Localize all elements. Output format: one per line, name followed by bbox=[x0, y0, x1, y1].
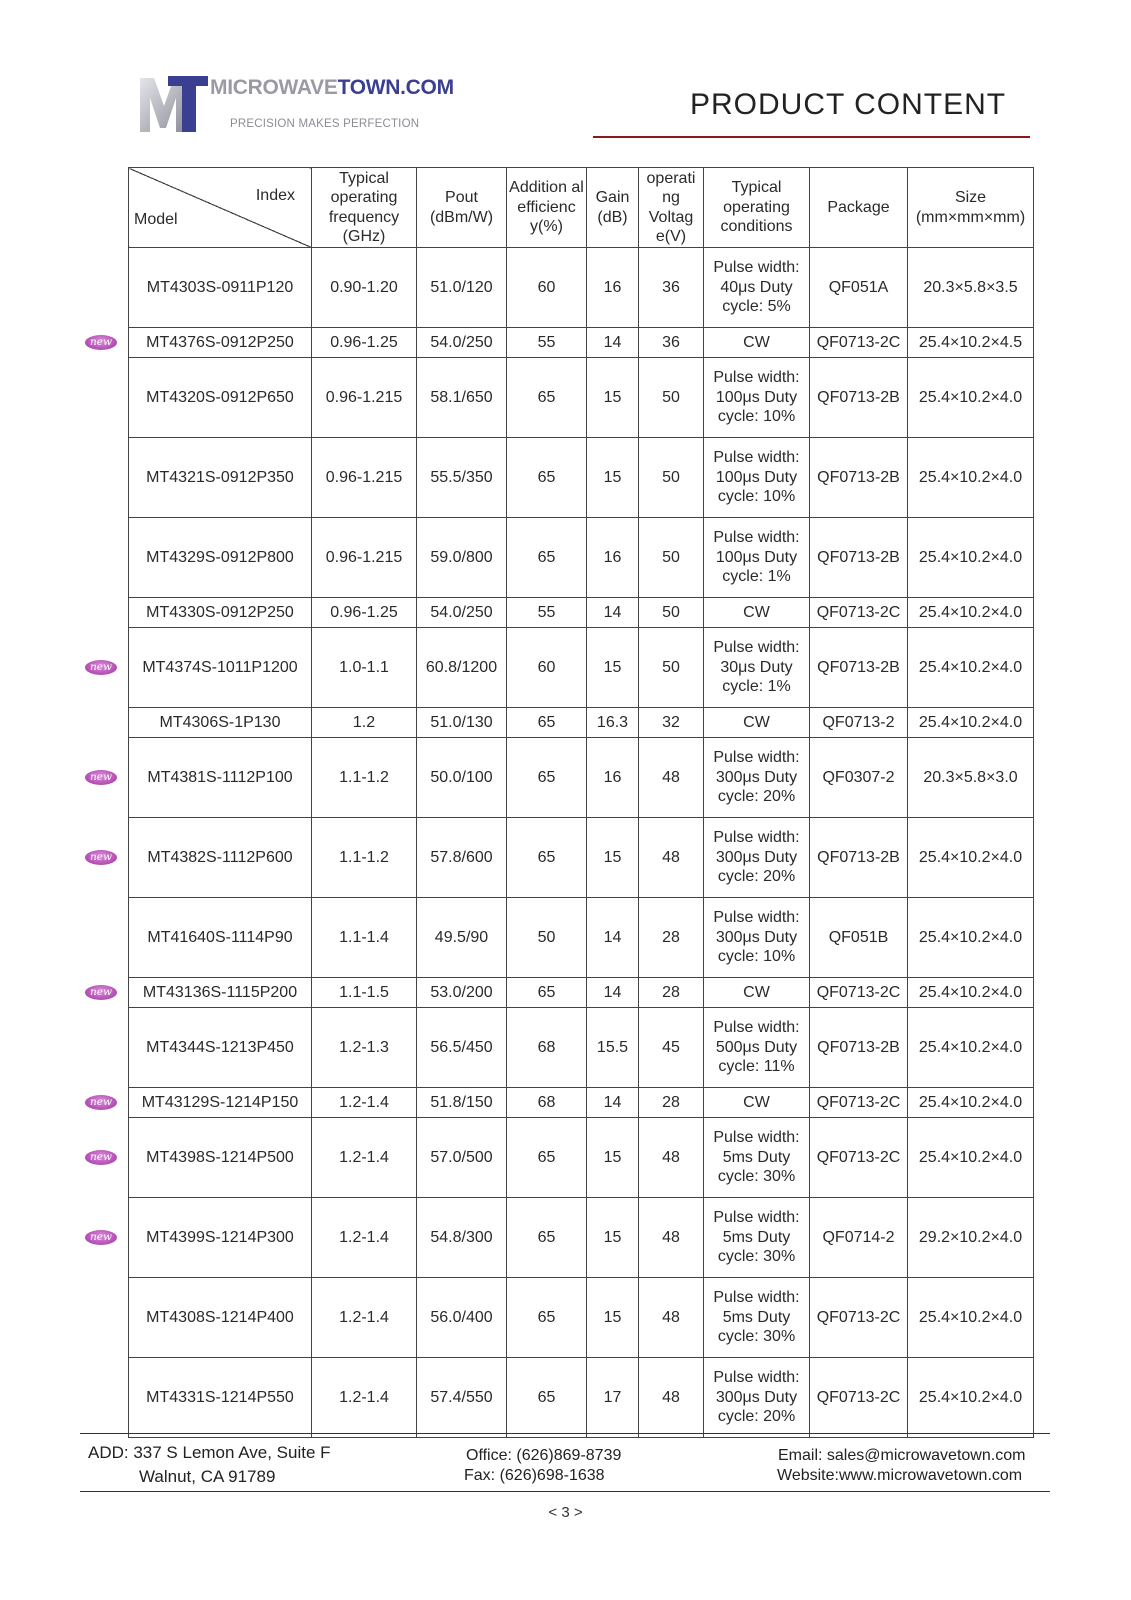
package-cell: QF0713-2C bbox=[810, 1278, 908, 1358]
efficiency-cell: 55 bbox=[507, 598, 587, 628]
logo-wordmark: MICROWAVETOWN.COM bbox=[210, 76, 454, 99]
logo-tagline: PRECISION MAKES PERFECTION bbox=[230, 118, 420, 130]
conditions-cell: Pulse width: 100μs Duty cycle: 10% bbox=[704, 438, 810, 518]
table-row bbox=[129, 898, 1034, 978]
voltage-cell: 48 bbox=[639, 818, 704, 898]
size-cell: 25.4×10.2×4.0 bbox=[908, 708, 1034, 738]
pout-cell: 58.1/650 bbox=[417, 358, 507, 438]
frequency-cell: 1.2-1.4 bbox=[312, 1118, 417, 1198]
size-cell: 25.4×10.2×4.0 bbox=[908, 1278, 1034, 1358]
header-frequency: Typical operating frequency (GHz) bbox=[312, 168, 417, 248]
conditions-cell: Pulse width: 100μs Duty cycle: 10% bbox=[704, 358, 810, 438]
size-cell: 25.4×10.2×4.0 bbox=[908, 1088, 1034, 1118]
gain-cell: 15 bbox=[587, 358, 639, 438]
model-cell: MT41640S-1114P90 bbox=[129, 898, 312, 978]
frequency-cell: 1.1-1.5 bbox=[312, 978, 417, 1008]
package-cell: QF0713-2B bbox=[810, 438, 908, 518]
table-row bbox=[129, 248, 1034, 328]
table-row bbox=[129, 1358, 1034, 1438]
voltage-cell: 50 bbox=[639, 358, 704, 438]
package-cell: QF0713-2 bbox=[810, 708, 908, 738]
conditions-cell: Pulse width: 500μs Duty cycle: 11% bbox=[704, 1008, 810, 1088]
gain-cell: 15 bbox=[587, 438, 639, 518]
model-cell: MT4344S-1213P450 bbox=[129, 1008, 312, 1088]
package-cell: QF0713-2B bbox=[810, 628, 908, 708]
package-cell: QF0713-2C bbox=[810, 1118, 908, 1198]
pout-cell: 55.5/350 bbox=[417, 438, 507, 518]
voltage-cell: 50 bbox=[639, 628, 704, 708]
efficiency-cell: 68 bbox=[507, 1008, 587, 1088]
package-cell: QF0713-2C bbox=[810, 598, 908, 628]
model-cell: MT4399S-1214P300 bbox=[129, 1198, 312, 1278]
size-cell: 20.3×5.8×3.0 bbox=[908, 738, 1034, 818]
gain-cell: 15 bbox=[587, 1278, 639, 1358]
package-cell: QF0713-2B bbox=[810, 818, 908, 898]
table-row bbox=[129, 1008, 1034, 1088]
package-cell: QF051A bbox=[810, 248, 908, 328]
voltage-cell: 36 bbox=[639, 248, 704, 328]
page-number: < 3 > bbox=[548, 1504, 583, 1521]
pout-cell: 57.4/550 bbox=[417, 1358, 507, 1438]
gain-cell: 15.5 bbox=[587, 1008, 639, 1088]
footer-email[interactable]: Email: sales@microwavetown.com bbox=[778, 1447, 1026, 1464]
model-cell: MT4329S-0912P800 bbox=[129, 518, 312, 598]
frequency-cell: 1.1-1.2 bbox=[312, 818, 417, 898]
frequency-cell: 1.2-1.4 bbox=[312, 1278, 417, 1358]
model-cell: MT43129S-1214P150 bbox=[129, 1088, 312, 1118]
gain-cell: 14 bbox=[587, 898, 639, 978]
model-cell: MT4320S-0912P650 bbox=[129, 358, 312, 438]
page-title: PRODUCT CONTENT bbox=[690, 88, 1007, 121]
table-header-row bbox=[129, 168, 1034, 248]
gain-cell: 14 bbox=[587, 328, 639, 358]
efficiency-cell: 65 bbox=[507, 1278, 587, 1358]
size-cell: 25.4×10.2×4.0 bbox=[908, 1008, 1034, 1088]
header-gain: Gain (dB) bbox=[587, 168, 639, 248]
conditions-cell: CW bbox=[704, 598, 810, 628]
frequency-cell: 1.0-1.1 bbox=[312, 628, 417, 708]
pout-cell: 49.5/90 bbox=[417, 898, 507, 978]
header-size: Size (mm×mm×mm) bbox=[908, 168, 1034, 248]
efficiency-cell: 65 bbox=[507, 738, 587, 818]
conditions-cell: Pulse width: 300μs Duty cycle: 10% bbox=[704, 898, 810, 978]
header-model-label: Model bbox=[134, 210, 178, 228]
gain-cell: 17 bbox=[587, 1358, 639, 1438]
voltage-cell: 50 bbox=[639, 518, 704, 598]
footer-address-line1: ADD: 337 S Lemon Ave, Suite F bbox=[88, 1443, 331, 1462]
efficiency-cell: 55 bbox=[507, 328, 587, 358]
voltage-cell: 32 bbox=[639, 708, 704, 738]
gain-cell: 15 bbox=[587, 1118, 639, 1198]
table-row bbox=[129, 1088, 1034, 1118]
footer-address-line2: Walnut, CA 91789 bbox=[139, 1467, 276, 1486]
gain-cell: 16 bbox=[587, 248, 639, 328]
package-cell: QF0713-2C bbox=[810, 1088, 908, 1118]
table-row bbox=[129, 818, 1034, 898]
gain-cell: 14 bbox=[587, 598, 639, 628]
gain-cell: 15 bbox=[587, 628, 639, 708]
header-pout: Pout (dBm/W) bbox=[417, 168, 507, 248]
frequency-cell: 0.96-1.215 bbox=[312, 358, 417, 438]
frequency-cell: 0.90-1.20 bbox=[312, 248, 417, 328]
footer-bottom-rule bbox=[80, 1491, 1050, 1492]
new-badge: new bbox=[85, 1095, 117, 1110]
frequency-cell: 1.1-1.4 bbox=[312, 898, 417, 978]
header-package: Package bbox=[810, 168, 908, 248]
efficiency-cell: 65 bbox=[507, 518, 587, 598]
size-cell: 20.3×5.8×3.5 bbox=[908, 248, 1034, 328]
model-cell: MT4303S-0911P120 bbox=[129, 248, 312, 328]
size-cell: 25.4×10.2×4.0 bbox=[908, 1118, 1034, 1198]
table-row bbox=[129, 328, 1034, 358]
voltage-cell: 28 bbox=[639, 1088, 704, 1118]
size-cell: 25.4×10.2×4.0 bbox=[908, 358, 1034, 438]
table-row bbox=[129, 978, 1034, 1008]
pout-cell: 60.8/1200 bbox=[417, 628, 507, 708]
size-cell: 25.4×10.2×4.5 bbox=[908, 328, 1034, 358]
voltage-cell: 50 bbox=[639, 438, 704, 518]
frequency-cell: 1.1-1.2 bbox=[312, 738, 417, 818]
voltage-cell: 48 bbox=[639, 1358, 704, 1438]
new-badge: new bbox=[85, 770, 117, 785]
model-cell: MT4321S-0912P350 bbox=[129, 438, 312, 518]
conditions-cell: Pulse width: 300μs Duty cycle: 20% bbox=[704, 818, 810, 898]
voltage-cell: 48 bbox=[639, 1198, 704, 1278]
voltage-cell: 50 bbox=[639, 598, 704, 628]
new-badge: new bbox=[85, 335, 117, 350]
size-cell: 25.4×10.2×4.0 bbox=[908, 818, 1034, 898]
model-cell: MT4381S-1112P100 bbox=[129, 738, 312, 818]
gain-cell: 16.3 bbox=[587, 708, 639, 738]
header-efficiency: Addition al efficienc y(%) bbox=[507, 168, 587, 248]
conditions-cell: Pulse width: 5ms Duty cycle: 30% bbox=[704, 1118, 810, 1198]
gain-cell: 14 bbox=[587, 978, 639, 1008]
package-cell: QF051B bbox=[810, 898, 908, 978]
pout-cell: 57.8/600 bbox=[417, 818, 507, 898]
conditions-cell: Pulse width: 40μs Duty cycle: 5% bbox=[704, 248, 810, 328]
conditions-cell: Pulse width: 30μs Duty cycle: 1% bbox=[704, 628, 810, 708]
pout-cell: 56.5/450 bbox=[417, 1008, 507, 1088]
size-cell: 25.4×10.2×4.0 bbox=[908, 598, 1034, 628]
size-cell: 25.4×10.2×4.0 bbox=[908, 978, 1034, 1008]
frequency-cell: 0.96-1.215 bbox=[312, 438, 417, 518]
title-underline bbox=[593, 136, 1030, 138]
model-cell: MT4398S-1214P500 bbox=[129, 1118, 312, 1198]
pout-cell: 54.8/300 bbox=[417, 1198, 507, 1278]
header-voltage: operati ng Voltag e(V) bbox=[639, 168, 704, 248]
voltage-cell: 45 bbox=[639, 1008, 704, 1088]
conditions-cell: CW bbox=[704, 978, 810, 1008]
efficiency-cell: 65 bbox=[507, 818, 587, 898]
efficiency-cell: 65 bbox=[507, 358, 587, 438]
voltage-cell: 36 bbox=[639, 328, 704, 358]
gain-cell: 15 bbox=[587, 818, 639, 898]
voltage-cell: 48 bbox=[639, 1118, 704, 1198]
conditions-cell: Pulse width: 5ms Duty cycle: 30% bbox=[704, 1198, 810, 1278]
package-cell: QF0713-2B bbox=[810, 358, 908, 438]
pout-cell: 54.0/250 bbox=[417, 598, 507, 628]
new-badge: new bbox=[85, 660, 117, 675]
new-badge: new bbox=[85, 985, 117, 1000]
efficiency-cell: 60 bbox=[507, 628, 587, 708]
table-row bbox=[129, 1198, 1034, 1278]
frequency-cell: 1.2-1.4 bbox=[312, 1088, 417, 1118]
model-cell: MT4330S-0912P250 bbox=[129, 598, 312, 628]
efficiency-cell: 65 bbox=[507, 1358, 587, 1438]
gain-cell: 16 bbox=[587, 518, 639, 598]
pout-cell: 54.0/250 bbox=[417, 328, 507, 358]
model-cell: MT4374S-1011P1200 bbox=[129, 628, 312, 708]
pout-cell: 51.0/130 bbox=[417, 708, 507, 738]
conditions-cell: CW bbox=[704, 1088, 810, 1118]
conditions-cell: Pulse width: 5ms Duty cycle: 30% bbox=[704, 1278, 810, 1358]
voltage-cell: 48 bbox=[639, 738, 704, 818]
model-cell: MT4376S-0912P250 bbox=[129, 328, 312, 358]
conditions-cell: CW bbox=[704, 708, 810, 738]
table-row bbox=[129, 628, 1034, 708]
voltage-cell: 28 bbox=[639, 898, 704, 978]
voltage-cell: 48 bbox=[639, 1278, 704, 1358]
frequency-cell: 1.2-1.3 bbox=[312, 1008, 417, 1088]
frequency-cell: 0.96-1.215 bbox=[312, 518, 417, 598]
conditions-cell: Pulse width: 100μs Duty cycle: 1% bbox=[704, 518, 810, 598]
table-row bbox=[129, 518, 1034, 598]
frequency-cell: 1.2-1.4 bbox=[312, 1358, 417, 1438]
efficiency-cell: 50 bbox=[507, 898, 587, 978]
model-cell: MT43136S-1115P200 bbox=[129, 978, 312, 1008]
frequency-cell: 1.2-1.4 bbox=[312, 1198, 417, 1278]
pout-cell: 57.0/500 bbox=[417, 1118, 507, 1198]
footer-top-rule bbox=[80, 1433, 1050, 1434]
new-badge: new bbox=[85, 1230, 117, 1245]
company-logo bbox=[138, 72, 454, 138]
efficiency-cell: 65 bbox=[507, 1198, 587, 1278]
table-row bbox=[129, 358, 1034, 438]
package-cell: QF0713-2C bbox=[810, 328, 908, 358]
pout-cell: 51.0/120 bbox=[417, 248, 507, 328]
new-badge: new bbox=[85, 1150, 117, 1165]
size-cell: 25.4×10.2×4.0 bbox=[908, 1358, 1034, 1438]
product-table bbox=[128, 167, 1034, 1438]
conditions-cell: Pulse width: 300μs Duty cycle: 20% bbox=[704, 738, 810, 818]
pout-cell: 59.0/800 bbox=[417, 518, 507, 598]
size-cell: 25.4×10.2×4.0 bbox=[908, 628, 1034, 708]
package-cell: QF0713-2B bbox=[810, 1008, 908, 1088]
mt-logo-icon bbox=[138, 72, 210, 136]
pout-cell: 53.0/200 bbox=[417, 978, 507, 1008]
efficiency-cell: 68 bbox=[507, 1088, 587, 1118]
package-cell: QF0713-2C bbox=[810, 978, 908, 1008]
efficiency-cell: 65 bbox=[507, 1118, 587, 1198]
header-conditions: Typical operating conditions bbox=[704, 168, 810, 248]
model-cell: MT4308S-1214P400 bbox=[129, 1278, 312, 1358]
conditions-cell: CW bbox=[704, 328, 810, 358]
package-cell: QF0714-2 bbox=[810, 1198, 908, 1278]
pout-cell: 51.8/150 bbox=[417, 1088, 507, 1118]
table-row bbox=[129, 1118, 1034, 1198]
footer-website[interactable]: Website:www.microwavetown.com bbox=[777, 1467, 1023, 1484]
model-cell: MT4331S-1214P550 bbox=[129, 1358, 312, 1438]
footer-office-phone: Office: (626)869-8739 bbox=[466, 1447, 622, 1464]
table-row bbox=[129, 708, 1034, 738]
gain-cell: 15 bbox=[587, 1198, 639, 1278]
package-cell: QF0307-2 bbox=[810, 738, 908, 818]
efficiency-cell: 65 bbox=[507, 708, 587, 738]
footer-fax: Fax: (626)698-1638 bbox=[464, 1467, 605, 1484]
model-cell: MT4306S-1P130 bbox=[129, 708, 312, 738]
new-badge: new bbox=[85, 850, 117, 865]
table-row bbox=[129, 738, 1034, 818]
gain-cell: 14 bbox=[587, 1088, 639, 1118]
conditions-cell: Pulse width: 300μs Duty cycle: 20% bbox=[704, 1358, 810, 1438]
gain-cell: 16 bbox=[587, 738, 639, 818]
size-cell: 25.4×10.2×4.0 bbox=[908, 518, 1034, 598]
efficiency-cell: 60 bbox=[507, 248, 587, 328]
frequency-cell: 0.96-1.25 bbox=[312, 598, 417, 628]
frequency-cell: 0.96-1.25 bbox=[312, 328, 417, 358]
size-cell: 29.2×10.2×4.0 bbox=[908, 1198, 1034, 1278]
header-corner-cell bbox=[129, 168, 312, 248]
pout-cell: 50.0/100 bbox=[417, 738, 507, 818]
table-row bbox=[129, 598, 1034, 628]
table-row bbox=[129, 438, 1034, 518]
size-cell: 25.4×10.2×4.0 bbox=[908, 438, 1034, 518]
frequency-cell: 1.2 bbox=[312, 708, 417, 738]
efficiency-cell: 65 bbox=[507, 978, 587, 1008]
package-cell: QF0713-2C bbox=[810, 1358, 908, 1438]
voltage-cell: 28 bbox=[639, 978, 704, 1008]
size-cell: 25.4×10.2×4.0 bbox=[908, 898, 1034, 978]
efficiency-cell: 65 bbox=[507, 438, 587, 518]
header-index-label: Index bbox=[255, 187, 295, 204]
table-row bbox=[129, 1278, 1034, 1358]
package-cell: QF0713-2B bbox=[810, 518, 908, 598]
model-cell: MT4382S-1112P600 bbox=[129, 818, 312, 898]
pout-cell: 56.0/400 bbox=[417, 1278, 507, 1358]
